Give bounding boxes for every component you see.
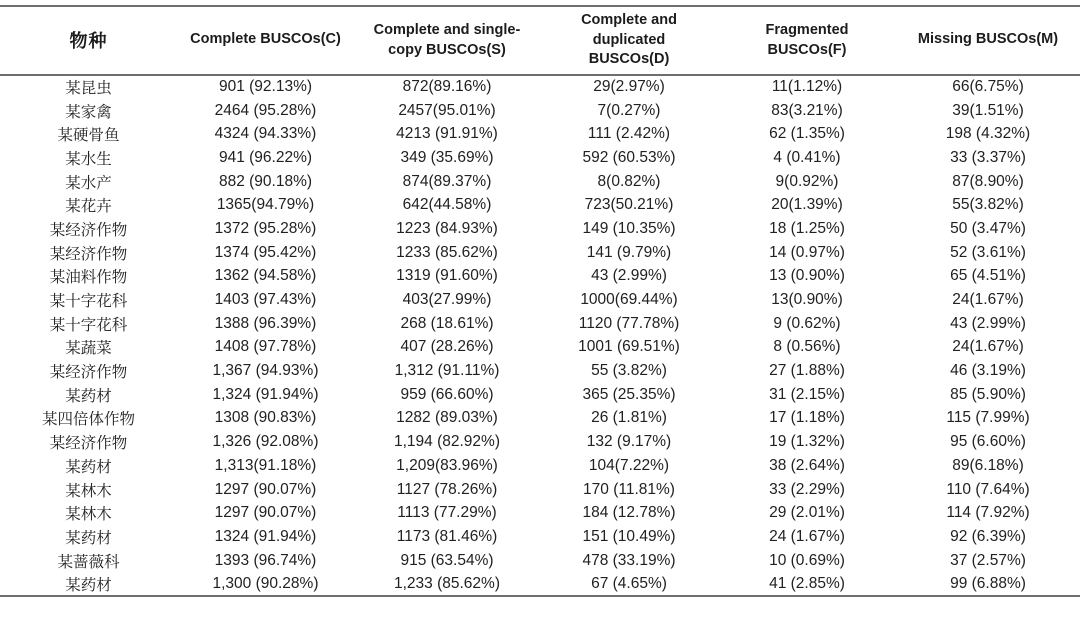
duplicated-buscos-cell: 141 (9.79%) <box>586 243 672 261</box>
table-row <box>0 336 1080 360</box>
single-copy-buscos-cell: 915 (63.54%) <box>400 551 494 569</box>
fragmented-buscos-cell: 10 (0.69%) <box>769 551 845 569</box>
missing-buscos-cell: 89(6.18%) <box>952 456 1024 474</box>
duplicated-buscos-cell: 478 (33.19%) <box>582 551 676 569</box>
table-row <box>0 288 1080 312</box>
complete-buscos-cell: 1403 (97.43%) <box>214 291 317 309</box>
fragmented-buscos-cell: 14 (0.97%) <box>769 243 845 261</box>
fragmented-buscos-cell: 13(0.90%) <box>771 291 843 309</box>
duplicated-buscos-cell: 1000(69.44%) <box>580 291 678 309</box>
table-row <box>0 241 1080 265</box>
fragmented-buscos-cell: 62 (1.35%) <box>769 125 845 143</box>
fragmented-buscos-cell: 83(3.21%) <box>771 101 843 119</box>
fragmented-buscos-cell: 13 (0.90%) <box>769 267 845 285</box>
missing-buscos-cell: 114 (7.92%) <box>946 504 1030 522</box>
species-cell: 某药材 <box>65 529 112 547</box>
missing-buscos-cell: 65 (4.51%) <box>950 267 1026 285</box>
single-copy-buscos-cell: 1,233 (85.62%) <box>354 572 540 596</box>
table-row <box>0 549 1080 573</box>
duplicated-buscos-cell: 8(0.82%) <box>597 172 661 190</box>
species-cell: 某四倍体作物 <box>41 411 135 429</box>
missing-buscos-cell: 37 (2.57%) <box>950 551 1026 569</box>
missing-buscos-cell: 24(1.67%) <box>952 291 1024 309</box>
single-copy-buscos-cell: 403(27.99%) <box>402 291 492 309</box>
fragmented-buscos-cell: 20(1.39%) <box>771 196 843 214</box>
table-body <box>0 75 1080 596</box>
complete-buscos-cell: 901 (92.13%) <box>218 78 313 96</box>
busco-table-container <box>0 5 1080 597</box>
fragmented-buscos-cell: 33 (2.29%) <box>769 480 845 498</box>
species-cell: 某昆虫 <box>65 80 112 98</box>
table-row <box>0 525 1080 549</box>
complete-buscos-cell: 1365(94.79%) <box>216 196 315 214</box>
duplicated-buscos-cell: 592 (60.53%) <box>582 148 676 166</box>
species-cell: 某水生 <box>65 150 112 168</box>
single-copy-buscos-cell: 1282 (89.03%) <box>396 409 498 427</box>
table-row <box>0 430 1080 454</box>
single-copy-buscos-cell: 4213 (91.91%) <box>396 125 498 143</box>
fragmented-buscos-cell: 27 (1.88%) <box>769 362 845 380</box>
missing-buscos-cell: 110 (7.64%) <box>946 480 1030 498</box>
species-cell: 某十字花科 <box>49 293 128 311</box>
table-row <box>0 454 1080 478</box>
complete-buscos-cell: 2464 (95.28%) <box>214 101 317 119</box>
table-row <box>0 99 1080 123</box>
missing-buscos-cell: 39(1.51%) <box>952 101 1024 119</box>
table-row <box>0 217 1080 241</box>
single-copy-buscos-cell: 642(44.58%) <box>402 196 492 214</box>
species-cell: 某硬骨鱼 <box>57 127 120 145</box>
fragmented-buscos-cell: 9 (0.62%) <box>773 314 841 332</box>
missing-buscos-cell: 24(1.67%) <box>952 338 1024 356</box>
fragmented-buscos-cell: 11(1.12%) <box>771 78 843 96</box>
missing-buscos-cell: 66(6.75%) <box>952 78 1024 96</box>
species-cell: 某经济作物 <box>49 245 128 263</box>
header-row <box>0 6 1080 75</box>
missing-buscos-cell: 95 (6.60%) <box>950 433 1026 451</box>
complete-buscos-cell: 1,367 (94.93%) <box>212 362 319 380</box>
single-copy-buscos-cell: 1233 (85.62%) <box>396 243 498 261</box>
complete-buscos-cell: 1,324 (91.94%) <box>212 385 319 403</box>
duplicated-buscos-cell: 43 (2.99%) <box>591 267 667 285</box>
single-copy-buscos-cell: 1173 (81.46%) <box>396 527 498 545</box>
single-copy-buscos-cell: 872(89.16%) <box>402 78 492 96</box>
table-row <box>0 478 1080 502</box>
missing-buscos-cell: 43 (2.99%) <box>950 314 1026 332</box>
fragmented-buscos-cell: 41 (2.85%) <box>718 572 896 596</box>
complete-buscos-cell: 941 (96.22%) <box>218 148 313 166</box>
fragmented-buscos-cell: 4 (0.41%) <box>773 148 841 166</box>
complete-buscos-cell: 1297 (90.07%) <box>214 504 317 522</box>
complete-buscos-cell: 1408 (97.78%) <box>214 338 317 356</box>
single-copy-buscos-cell: 1319 (91.60%) <box>396 267 498 285</box>
missing-buscos-cell: 46 (3.19%) <box>950 362 1026 380</box>
duplicated-buscos-cell: 132 (9.17%) <box>586 433 672 451</box>
missing-buscos-cell: 50 (3.47%) <box>950 219 1026 237</box>
complete-buscos-cell: 1372 (95.28%) <box>214 219 317 237</box>
complete-buscos-cell: 1297 (90.07%) <box>214 480 317 498</box>
fragmented-buscos-cell: 29 (2.01%) <box>769 504 845 522</box>
fragmented-buscos-cell: 18 (1.25%) <box>769 219 845 237</box>
single-copy-buscos-cell: 268 (18.61%) <box>400 314 494 332</box>
fragmented-buscos-cell: 24 (1.67%) <box>769 527 845 545</box>
table-row <box>0 383 1080 407</box>
duplicated-buscos-cell: 149 (10.35%) <box>582 219 676 237</box>
table-row <box>0 359 1080 383</box>
col-header-single-copy-buscos: Complete and single-copy BUSCOs(S) <box>354 6 540 75</box>
single-copy-buscos-cell: 959 (66.60%) <box>400 385 494 403</box>
duplicated-buscos-cell: 104(7.22%) <box>588 456 670 474</box>
species-cell: 某花卉 <box>65 198 112 216</box>
col-header-species: 物种 <box>0 6 177 75</box>
fragmented-buscos-cell: 38 (2.64%) <box>769 456 845 474</box>
species-cell: 某油料作物 <box>49 269 128 287</box>
table-row <box>0 312 1080 336</box>
species-cell: 某蔬菜 <box>65 340 112 358</box>
col-header-fragmented-buscos: Fragmented BUSCOs(F) <box>718 6 896 75</box>
missing-buscos-cell: 115 (7.99%) <box>946 409 1030 427</box>
species-cell: 某家禽 <box>65 103 112 121</box>
fragmented-buscos-cell: 9(0.92%) <box>775 172 839 190</box>
table-row <box>0 146 1080 170</box>
species-cell: 某蔷薇科 <box>57 553 120 571</box>
complete-buscos-cell: 1388 (96.39%) <box>214 314 317 332</box>
single-copy-buscos-cell: 2457(95.01%) <box>398 101 496 119</box>
species-cell: 某药材 <box>65 458 112 476</box>
single-copy-buscos-cell: 1,209(83.96%) <box>396 456 498 474</box>
species-cell: 某药材 <box>0 572 177 596</box>
complete-buscos-cell: 1308 (90.83%) <box>214 409 317 427</box>
duplicated-buscos-cell: 29(2.97%) <box>593 78 665 96</box>
single-copy-buscos-cell: 874(89.37%) <box>402 172 492 190</box>
missing-buscos-cell: 92 (6.39%) <box>950 527 1026 545</box>
complete-buscos-cell: 1324 (91.94%) <box>214 527 317 545</box>
fragmented-buscos-cell: 31 (2.15%) <box>769 385 845 403</box>
missing-buscos-cell: 87(8.90%) <box>952 172 1024 190</box>
missing-buscos-cell: 198 (4.32%) <box>945 125 1031 143</box>
complete-buscos-cell: 4324 (94.33%) <box>214 125 317 143</box>
complete-buscos-cell: 1362 (94.58%) <box>214 267 317 285</box>
table-row <box>0 122 1080 146</box>
single-copy-buscos-cell: 407 (28.26%) <box>400 338 494 356</box>
missing-buscos-cell: 55(3.82%) <box>952 196 1024 214</box>
duplicated-buscos-cell: 1120 (77.78%) <box>578 314 680 332</box>
duplicated-buscos-cell: 365 (25.35%) <box>582 385 676 403</box>
table-header <box>0 6 1080 75</box>
missing-buscos-cell: 52 (3.61%) <box>950 243 1026 261</box>
species-cell: 某十字花科 <box>49 316 128 334</box>
missing-buscos-cell: 33 (3.37%) <box>950 148 1026 166</box>
single-copy-buscos-cell: 1,194 (82.92%) <box>394 433 500 451</box>
species-cell: 某药材 <box>65 387 112 405</box>
missing-buscos-cell: 99 (6.88%) <box>896 572 1080 596</box>
table-row <box>0 265 1080 289</box>
duplicated-buscos-cell: 1001 (69.51%) <box>578 338 680 356</box>
busco-stats-table <box>0 5 1080 597</box>
table-row <box>0 501 1080 525</box>
duplicated-buscos-cell: 151 (10.49%) <box>582 527 676 545</box>
complete-buscos-cell: 882 (90.18%) <box>218 172 313 190</box>
col-header-duplicated-buscos: Complete and duplicated BUSCOs(D) <box>540 6 718 75</box>
species-cell: 某经济作物 <box>49 364 128 382</box>
table-row <box>0 75 1080 99</box>
duplicated-buscos-cell: 111 (2.42%) <box>587 125 671 143</box>
species-cell: 某林木 <box>65 482 112 500</box>
duplicated-buscos-cell: 723(50.21%) <box>584 196 674 214</box>
single-copy-buscos-cell: 1223 (84.93%) <box>396 219 498 237</box>
table-row <box>0 170 1080 194</box>
complete-buscos-cell: 1393 (96.74%) <box>214 551 317 569</box>
complete-buscos-cell: 1,300 (90.28%) <box>177 572 354 596</box>
col-header-missing-buscos: Missing BUSCOs(M) <box>896 6 1080 75</box>
duplicated-buscos-cell: 55 (3.82%) <box>591 362 667 380</box>
single-copy-buscos-cell: 1,312 (91.11%) <box>394 362 500 380</box>
duplicated-buscos-cell: 7(0.27%) <box>597 101 661 119</box>
complete-buscos-cell: 1374 (95.42%) <box>214 243 317 261</box>
species-cell: 某经济作物 <box>49 221 128 239</box>
fragmented-buscos-cell: 17 (1.18%) <box>769 409 845 427</box>
col-header-complete-buscos: Complete BUSCOs(C) <box>177 6 354 75</box>
complete-buscos-cell: 1,326 (92.08%) <box>212 433 319 451</box>
table-row <box>0 407 1080 431</box>
fragmented-buscos-cell: 8 (0.56%) <box>773 338 841 356</box>
single-copy-buscos-cell: 349 (35.69%) <box>400 148 494 166</box>
species-cell: 某经济作物 <box>49 435 128 453</box>
complete-buscos-cell: 1,313(91.18%) <box>214 456 317 474</box>
duplicated-buscos-cell: 67 (4.65%) <box>540 572 718 596</box>
single-copy-buscos-cell: 1113 (77.29%) <box>397 504 497 522</box>
duplicated-buscos-cell: 184 (12.78%) <box>582 504 676 522</box>
duplicated-buscos-cell: 170 (11.81%) <box>583 480 675 498</box>
species-cell: 某水产 <box>65 174 112 192</box>
single-copy-buscos-cell: 1127 (78.26%) <box>396 480 498 498</box>
missing-buscos-cell: 85 (5.90%) <box>950 385 1026 403</box>
table-row <box>0 572 1080 596</box>
fragmented-buscos-cell: 19 (1.32%) <box>769 433 845 451</box>
table-row <box>0 193 1080 217</box>
species-cell: 某林木 <box>65 506 112 524</box>
duplicated-buscos-cell: 26 (1.81%) <box>591 409 667 427</box>
